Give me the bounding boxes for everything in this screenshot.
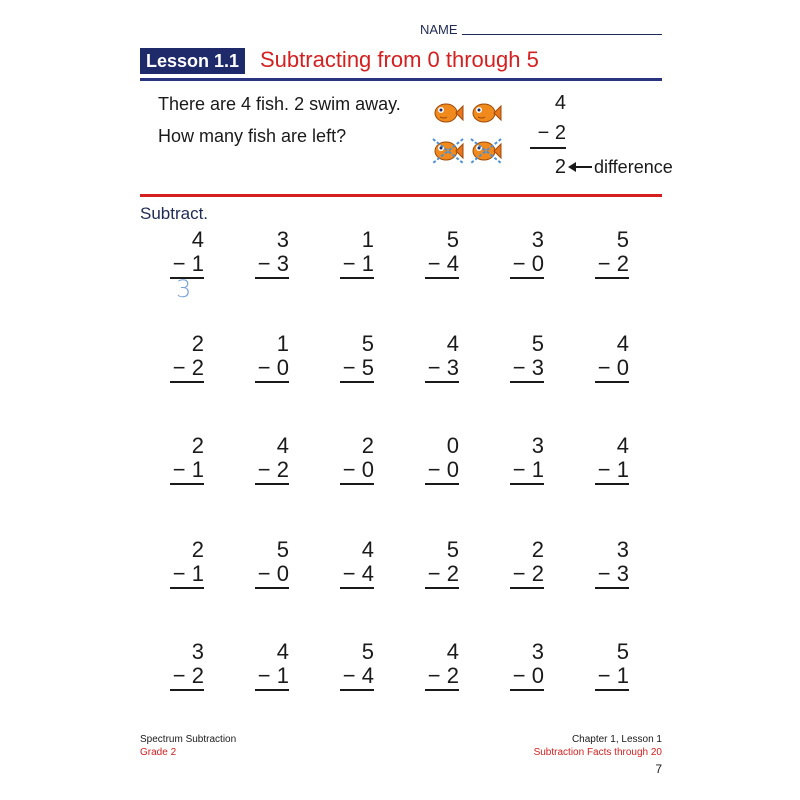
subtraction-problem bbox=[425, 434, 459, 485]
minuend: 5 bbox=[616, 227, 629, 252]
page-number: 7 bbox=[655, 762, 662, 776]
grade-label: Grade 2 bbox=[140, 747, 177, 758]
example-subtrahend: − 2 bbox=[530, 122, 566, 149]
minuend: 3 bbox=[276, 227, 289, 252]
subtrahend: − 3 bbox=[425, 356, 459, 383]
subtrahend: − 1 bbox=[510, 458, 544, 485]
subtrahend: − 0 bbox=[255, 562, 289, 589]
arrow-left-icon bbox=[566, 158, 594, 176]
subtrahend: − 2 bbox=[255, 458, 289, 485]
subtraction-problem bbox=[255, 332, 289, 383]
example-line-1: There are 4 fish. 2 swim away. bbox=[158, 94, 401, 114]
subtraction-problem bbox=[595, 228, 629, 279]
minuend: 3 bbox=[531, 639, 544, 664]
subtraction-problem bbox=[255, 538, 289, 589]
subtraction-problem bbox=[255, 434, 289, 485]
example-difference: 2 bbox=[554, 156, 566, 178]
subtraction-problem bbox=[510, 228, 544, 279]
subtrahend: − 1 bbox=[595, 458, 629, 485]
minuend: 2 bbox=[191, 433, 204, 458]
fish-icon bbox=[432, 100, 464, 126]
minuend: 3 bbox=[531, 227, 544, 252]
name-label: NAME bbox=[420, 22, 458, 37]
subtraction-problem bbox=[510, 434, 544, 485]
minuend: 4 bbox=[191, 227, 204, 252]
subtrahend: − 1 bbox=[170, 458, 204, 485]
subtrahend: − 4 bbox=[425, 252, 459, 279]
minuend: 3 bbox=[616, 537, 629, 562]
subtraction-problem bbox=[340, 538, 374, 589]
handwritten-answer: 3 bbox=[176, 275, 192, 303]
minuend: 5 bbox=[531, 331, 544, 356]
minuend: 4 bbox=[361, 537, 374, 562]
crossed-fish-icon bbox=[470, 138, 502, 164]
subtrahend: − 4 bbox=[340, 664, 374, 691]
subtraction-problem bbox=[255, 228, 289, 279]
minuend: 5 bbox=[616, 639, 629, 664]
subtrahend: − 2 bbox=[595, 252, 629, 279]
subtrahend: − 2 bbox=[170, 664, 204, 691]
name-line bbox=[462, 34, 662, 35]
subtraction-problem bbox=[510, 332, 544, 383]
minuend: 1 bbox=[361, 227, 374, 252]
subtrahend: − 1 bbox=[170, 252, 204, 279]
subtraction-problem bbox=[510, 538, 544, 589]
subtrahend: − 2 bbox=[425, 664, 459, 691]
subtraction-problem bbox=[425, 332, 459, 383]
subtraction-problem bbox=[170, 538, 204, 589]
minuend: 4 bbox=[276, 639, 289, 664]
minuend: 2 bbox=[191, 331, 204, 356]
subtrahend: − 0 bbox=[510, 252, 544, 279]
minuend: 2 bbox=[191, 537, 204, 562]
subtraction-problem bbox=[510, 640, 544, 691]
minuend: 5 bbox=[361, 331, 374, 356]
subtrahend: − 5 bbox=[340, 356, 374, 383]
subtraction-problem bbox=[255, 640, 289, 691]
minuend: 4 bbox=[276, 433, 289, 458]
subtraction-problem bbox=[340, 228, 374, 279]
subtraction-problem bbox=[170, 332, 204, 383]
subtraction-problem bbox=[340, 640, 374, 691]
minuend: 2 bbox=[361, 433, 374, 458]
crossed-fish-icon bbox=[432, 138, 464, 164]
header-rule bbox=[140, 78, 662, 81]
minuend: 0 bbox=[446, 433, 459, 458]
subtraction-problem bbox=[595, 434, 629, 485]
subtrahend: − 3 bbox=[595, 562, 629, 589]
subtrahend: − 0 bbox=[595, 356, 629, 383]
example-line-2: How many fish are left? bbox=[158, 126, 347, 146]
subtraction-problem bbox=[170, 640, 204, 691]
minuend: 5 bbox=[446, 537, 459, 562]
subtrahend: − 3 bbox=[510, 356, 544, 383]
fish-icon bbox=[470, 100, 502, 126]
subtrahend: − 2 bbox=[425, 562, 459, 589]
subtrahend: − 0 bbox=[425, 458, 459, 485]
topic-label: Subtraction Facts through 20 bbox=[533, 747, 662, 758]
example-minuend: 4 bbox=[554, 92, 566, 114]
subtraction-problem bbox=[425, 640, 459, 691]
subtraction-problem bbox=[425, 538, 459, 589]
chapter-label: Chapter 1, Lesson 1 bbox=[571, 734, 662, 745]
subtraction-problem bbox=[425, 228, 459, 279]
subtrahend: − 0 bbox=[510, 664, 544, 691]
subtraction-problem bbox=[595, 538, 629, 589]
minuend: 5 bbox=[361, 639, 374, 664]
subtraction-problem bbox=[340, 332, 374, 383]
subtraction-problem bbox=[170, 434, 204, 485]
subtrahend: − 2 bbox=[170, 356, 204, 383]
minuend: 5 bbox=[276, 537, 289, 562]
subtrahend: − 1 bbox=[595, 664, 629, 691]
book-title: Spectrum Subtraction bbox=[140, 734, 237, 745]
minuend: 1 bbox=[276, 331, 289, 356]
subtraction-problem bbox=[340, 434, 374, 485]
minuend: 3 bbox=[191, 639, 204, 664]
subtrahend: − 0 bbox=[255, 356, 289, 383]
lesson-title: Subtracting from 0 through 5 bbox=[260, 47, 539, 72]
subtrahend: − 0 bbox=[340, 458, 374, 485]
minuend: 2 bbox=[531, 537, 544, 562]
subtrahend: − 1 bbox=[170, 562, 204, 589]
minuend: 4 bbox=[616, 433, 629, 458]
minuend: 4 bbox=[446, 331, 459, 356]
section-title: Subtract. bbox=[140, 204, 209, 223]
subtrahend: − 1 bbox=[340, 252, 374, 279]
subtraction-problem bbox=[595, 332, 629, 383]
subtrahend: − 4 bbox=[340, 562, 374, 589]
subtraction-problem bbox=[595, 640, 629, 691]
minuend: 3 bbox=[531, 433, 544, 458]
subtrahend: − 3 bbox=[255, 252, 289, 279]
difference-label: difference bbox=[594, 157, 673, 177]
lesson-label: Lesson 1.1 bbox=[140, 48, 245, 74]
subtraction-problem bbox=[170, 228, 204, 279]
minuend: 5 bbox=[446, 227, 459, 252]
minuend: 4 bbox=[446, 639, 459, 664]
subtrahend: − 2 bbox=[510, 562, 544, 589]
example-rule bbox=[140, 194, 662, 197]
minuend: 4 bbox=[616, 331, 629, 356]
subtrahend: − 1 bbox=[255, 664, 289, 691]
